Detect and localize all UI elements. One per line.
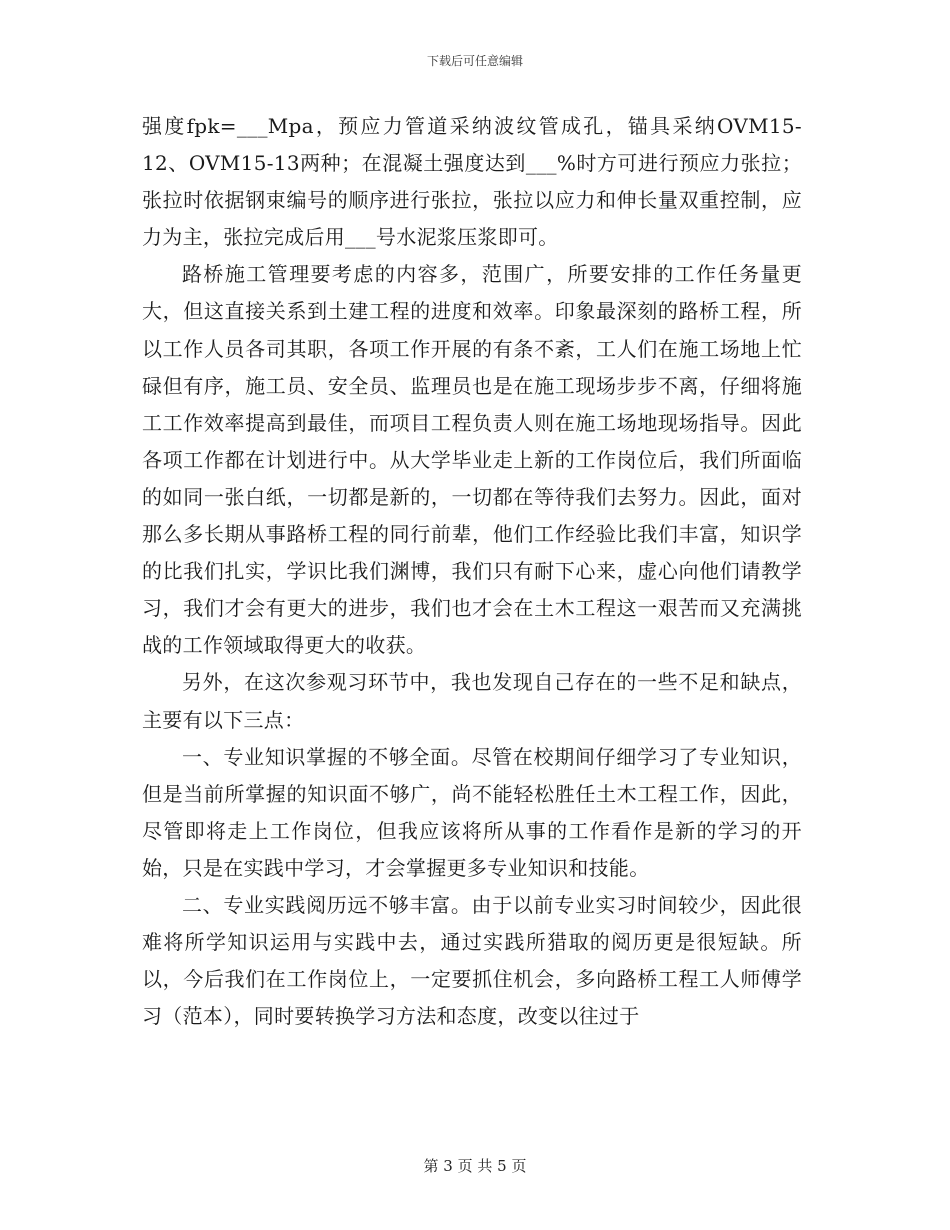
paragraph-construction-management: 路桥施工管理要考虑的内容多，范围广，所要安排的工作任务量更大，但这直接关系到土建工程的进度和效率。印象最深刻的路桥工程，所以工作人员各司其职，各项工作开展的有条不紊，工人们在施工场地上忙碌但有序，施工员、安全员、监理员也是在施工现场步步不离，仔细将施工工作效率提高到最佳，而项目工程负责人则在施工场地现场指导。因此各项工作都在计划进行中。从大学毕业走上新的工作岗位后，我们所面临的如同一张白纸，一切都是新的，一切都在等待我们去努力。因此，面对那么多长期从事路桥工程的同行前辈，他们工作经验比我们丰富，知识学的比我们扎实，学识比我们渊博，我们只有耐下心来，虚心向他们请教学习，我们才会有更大的进步，我们也才会在土木工程这一艰苦而又充满挑战的工作领域取得更大的收获。: [142, 262, 802, 658]
paragraph-point-two: 二、专业实践阅历远不够丰富。由于以前专业实习时间较少，因此很难将所学知识运用与实践中去，通过实践所猎取的阅历更是很短缺。所以，今后我们在工作岗位上，一定要抓住机会，多向路桥工程工人师傅学习（范本），同时要转换学习方法和态度，改变以往过于: [142, 892, 802, 1029]
header-text: 下载后可任意编辑: [426, 54, 523, 68]
page-footer: [0, 1155, 950, 1176]
paragraph-prestress: 强度fpk=___Mpa，预应力管道采纳波纹管成孔，锚具采纳OVM15-12、OVM15-13两种；在混凝土强度达到___%时方可进行预应力张拉；张拉时依据钢束编号的顺序进行张拉，张拉以应力和伸长量双重控制，应力为主，张拉完成后用___号水泥浆压浆即可。: [142, 114, 802, 250]
paragraph-shortcomings-intro: 另外，在这次参观习环节中，我也发现自己存在的一些不足和缺点，主要有以下三点：: [142, 670, 802, 732]
document-body: [142, 108, 802, 1035]
page-header: [0, 52, 950, 69]
page-number: 第 3 页 共 5 页: [423, 1157, 527, 1175]
paragraph-point-one: 一、专业知识掌握的不够全面。尽管在校期间仔细学习了专业知识，但是当前所掌握的知识面不够广，尚不能轻松胜任土木工程工作，因此，尽管即将走上工作岗位，但我应该将所从事的工作看作是新的学习的开始，只是在实践中学习，才会掌握更多专业知识和技能。: [142, 744, 802, 880]
